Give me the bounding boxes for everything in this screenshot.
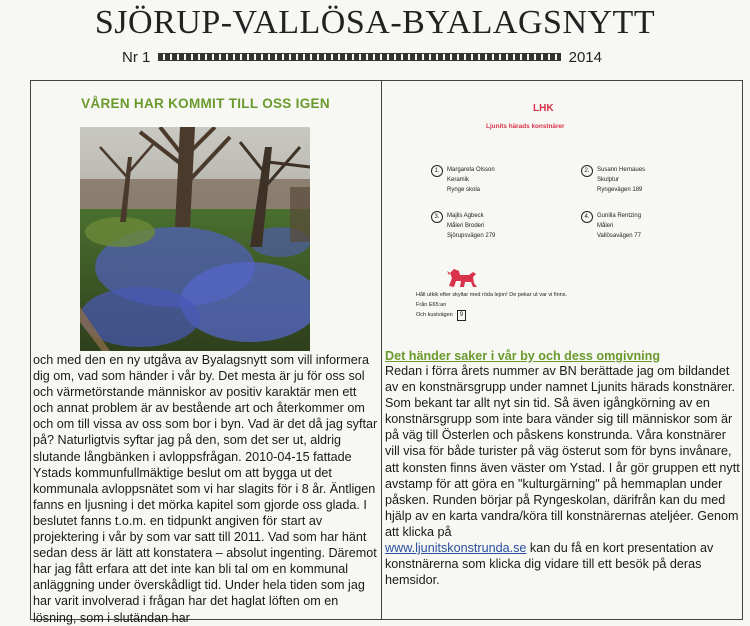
member-name: Majlis Agbeck [447,213,484,219]
right-body-text: Redan i förra årets nummer av BN berättade jag om bildandet av en konstnärsgrupp under namnet Ljunits härads konstnärer. Som bekant tar allt nyt sin tid. Så även igångkörning av en konstnärsgrupp som inte bara vänder sig till människor som är på väg till Österlen och påskens konstrunda. Våra konstnärer vill visa för både turister på väg österut som för byns invånare, att konsten finns även väster om Ystad. I år gör gruppen ett nytt avstamp för att göra en "kulturgärning" på hemmaplan under påsken. Runden börjar på Ryngeskolan, därifrån kan du med hjälp av en karta vandra/köra till konstnärernas ateljéer. Genom att klicka på [385,364,740,539]
lhk-member [581,211,641,241]
member-address: Sjörupsvägen 279 [447,233,496,239]
member-number: 3. [431,211,443,223]
lhk-member [431,211,495,241]
route-number-badge: 9 [457,310,466,321]
member-name: Susann Hernaues [597,167,646,173]
member-craft: Skulptur [597,177,620,183]
red-lion-icon [445,266,479,290]
right-body-continuation: kan du få en kort presentation av konstnärerna som klicka dig vidare till ett besök på deras hemsidor. [385,541,714,588]
right-article-body [385,363,741,588]
lhk-member [431,165,495,195]
member-craft: Keramik [447,177,470,183]
right-headline: Det händer saker i vår by och dess omgivning [385,349,661,363]
member-address: Rynge skola [447,187,481,193]
left-article-body: och med den en ny utgåva av Byalagsnytt som vill informera dig om, vad som händer i vår by. Det mesta är ju för oss sol och värmetörstande människor av positiv karaktär men ett och annat problem är av bestående art och återkommer om och om till vissa av oss som bor i byn. Vad är det då jag syftar på? Naturligtvis syftar jag på den, som det ser ut, aldrig slutande långbänken i avloppsfrågan. 2010-04-15 fattade Ystads kommunfullmäktige beslut om att bygga ut det kommunala avloppsnätet som vi har slagits för i 8 år. Äntligen fanns en ljusning i det mörka kapitel som gjorde oss glada. I beslutet fanns t.o.m. en tidpunkt angiven för start av projektering i vår by som var satt till 2011. Vad som har hänt sedan dess är lätt att konstatera – absolut ingenting. Däremot har jag fått erfara att det inte kan bli tal om en kommunal anläggning under överskådligt tid. Under hela tiden som jag har varit involverad i frågan har det haglat löften om en lösning, som i slutändan har [33,353,378,625]
member-craft: Måleri [597,223,614,229]
lhk-member [581,165,645,195]
lhk-directions [416,290,567,321]
konstrunda-link[interactable]: www.ljunitskonstrunda.se [385,541,527,556]
decorative-rule [158,53,560,61]
member-craft: Måleri Broderi [447,223,485,229]
lhk-from: Från E65:an [416,302,447,308]
lhk-note-text: Håll utkik efter skyltar med röda lejon! De pekar ut var vi finns. [416,292,568,298]
member-address: Vallösavägen 77 [597,233,641,239]
issue-year: 2014 [568,48,602,66]
member-number: 4. [581,211,593,223]
issue-number: Nr 1 [122,48,151,66]
lhk-subtitle: Ljunits härads konstnärer [486,123,565,130]
member-number: 1. [431,165,443,177]
column-divider [381,80,382,620]
member-number: 2. [581,165,593,177]
member-address: Ryngevägen 189 [597,187,643,193]
spring-garden-photo [80,127,310,351]
newsletter-masthead: SJÖRUP-VALLÖSA-BYALAGSNYTT [94,4,656,41]
member-name: Gunilla Rentzing [597,213,642,219]
lhk-route: Och kustvägen [416,312,453,318]
issue-line [122,48,602,66]
left-headline: VÅREN HAR KOMMIT TILL OSS IGEN [81,96,330,111]
lhk-title: LHK [533,103,554,114]
member-name: Margareta Olsson [447,167,495,173]
